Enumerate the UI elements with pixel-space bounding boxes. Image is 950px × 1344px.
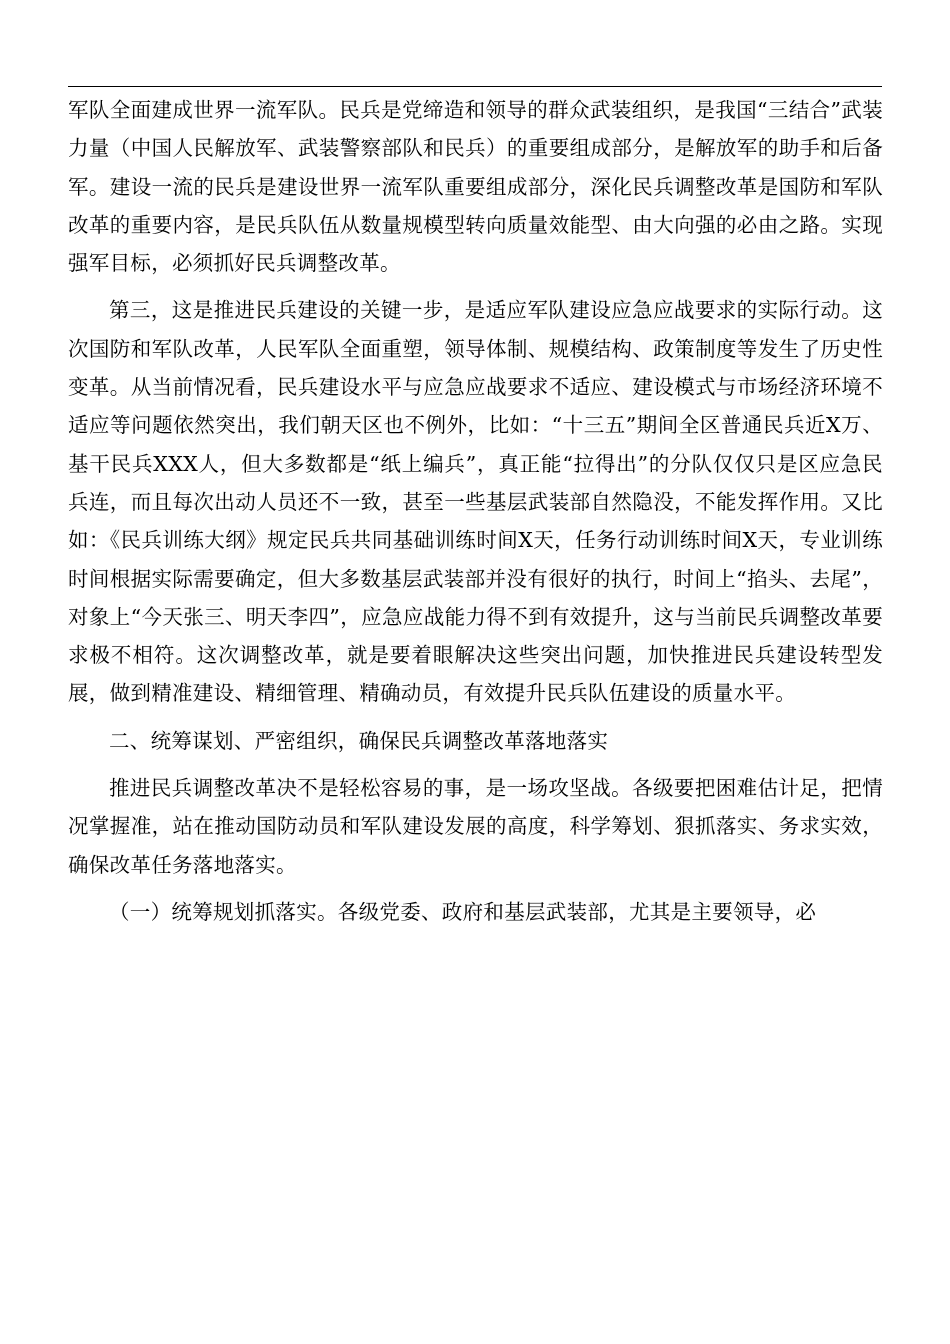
- paragraph-point-three: 第三，这是推进民兵建设的关键一步，是适应军队建设应急应战要求的实际行动。这次国防和军队改革，人民军队全面重塑，领导体制、规模结构、政策制度等发生了历史性变革。从当前情况看，民兵建设水平与应急应战要求不适应、建设模式与市场经济环境不适应等问题依然突出，我们朝天区也不例外，比如：“十三五”期间全区普通民兵近X万、基干民兵XXX人，但大多数都是“纸上编兵”，真正能“拉得出”的分队仅仅只是区应急民兵连，而且每次出动人员还不一致，甚至一些基层武装部自然隐没，不能发挥作用。又比如：《民兵训练大纲》规定民兵共同基础训练时间X天，任务行动训练时间X天，专业训练时间根据实际需要确定，但大多数基层武装部并没有很好的执行，时间上“掐头、去尾”，对象上“今天张三、明天李四”，应急应战能力得不到有效提升，这与当前民兵调整改革要求极不相符。这次调整改革，就是要着眼解决这些突出问题，加快推进民兵建设转型发展，做到精准建设、精细管理、精确动员，有效提升民兵队伍建设的质量水平。: [68, 298, 883, 706]
- paragraph-subsection-one: （一）统筹规划抓落实。各级党委、政府和基层武装部，尤其是主要领导，必: [109, 899, 817, 924]
- paragraph-section-intro: 推进民兵调整改革决不是轻松容易的事，是一场攻坚战。各级要把困难估计足，把情况掌握准，站在推动国防动员和军队建设发展的高度，科学筹划、狠抓落实、务求实效，确保改革任务落地落实。: [68, 776, 883, 877]
- paragraph-continuation: 军队全面建成世界一流军队。民兵是党缔造和领导的群众武装组织，是我国“三结合”武装力量（中国人民解放军、武装警察部队和民兵）的重要组成部分，是解放军的助手和后备军。建设一流的民兵是建设世界一流军队重要组成部分，深化民兵调整改革是国防和军队改革的重要内容，是民兵队伍从数量规模型转向质量效能型、由大向强的必由之路。实现强军目标，必须抓好民兵调整改革。: [68, 98, 883, 276]
- header-rule: [68, 86, 882, 87]
- section-heading-two: 二、统筹谋划、严密组织，确保民兵调整改革落地落实: [109, 728, 609, 753]
- document-body: [68, 91, 883, 931]
